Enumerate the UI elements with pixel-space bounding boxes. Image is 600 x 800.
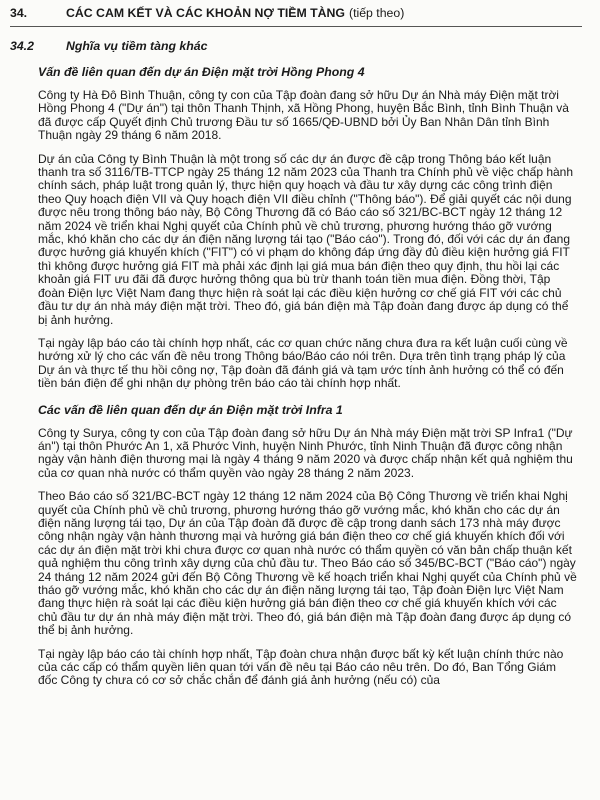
- section-continued-label: (tiếp theo): [348, 6, 405, 20]
- paragraph: Tại ngày lập báo cáo tài chính hợp nhất, các cơ quan chức năng chưa đưa ra kết luận cuối cùng về hướng xử lý cho các vấn đề nêu trong Thông báo/Báo cáo nói trên. Dựa trên tình trạng pháp lý của Dự án và thực tế thu hồi công nợ, Tập đoàn đã đánh giá và tạm ước tính ảnh hưởng có thể có đến tiền bán điện để ghi nhận dự phòng trên báo cáo tài chính hợp nhất.: [38, 335, 568, 391]
- section-header: [10, 6, 582, 27]
- topic-heading: Các vấn đề liên quan đến dự án Điện mặt trời Infra 1: [38, 402, 343, 417]
- paragraph: Công ty Hà Đô Bình Thuận, công ty con của Tập đoàn đang sở hữu Dự án Nhà máy Điện mặt trời Hồng Phong 4 ("Dự án") tại thôn Thanh Thịnh, xã Hồng Phong, huyện Bắc Bình, tỉnh Bình Thuận và đã được cấp Quyết định Chủ trương Đầu tư số 1665/QĐ-UBND bởi Ủy Ban Nhân Dân tỉnh Bình Thuận ngày 29 tháng 6 năm 2018.: [38, 88, 569, 143]
- topic-infra-1: [38, 403, 578, 688]
- paragraph: Theo Báo cáo số 321/BC-BCT ngày 12 tháng 12 năm 2024 của Bộ Công Thương về triển khai Nghị quyết của Chính phủ về chủ trương, phương hướng tháo gỡ vướng mắc, khó khăn cho các dự án điện năng lượng tái tạo, Dự án của Tập đoàn đã được đề cập trong danh sách 173 nhà máy được công nhận ngày vận hành thương mại và hưởng giá bán điện theo cơ chế giá khuyến khích đối với các dự án điện mặt trời khi chưa được cơ quan nhà nước có thẩm quyền có văn bản chấp thuận kết quả nghiệm thu công trình xây dựng của chủ đầu tư. Theo Báo cáo số 345/BC-BCT ("Báo cáo") ngày 24 tháng 12 năm 2024 gửi đến Bộ Công Thương về kế hoạch triển khai Nghị quyết của Chính phủ về tháo gỡ vướng mắc, khó khăn cho các dự án điện năng lượng tái tạo, Tập đoàn Điện lực Việt Nam đang thực hiện rà soát lại các điều kiện hưởng giá bán điện theo cơ chế giá khuyến khích với các chủ đầu tư dự án nhà máy điện mặt trời. Theo đó, giá bán điện mà Tập đoàn đang được áp dụng có thể bị ảnh hưởng.: [38, 489, 577, 638]
- paragraph: Công ty Surya, công ty con của Tập đoàn đang sở hữu Dự án Nhà máy Điện mặt trời SP Infra1 ("Dự án") tại thôn Phước An 1, xã Phước Vinh, huyện Ninh Phước, tỉnh Ninh Thuận đã được công nhận ngày vận hành điện thương mại là ngày 4 tháng 9 năm 2020 và được chấp nhận kết quả nghiệm thu của cơ quan nhà nước có thẩm quyền vào ngày 28 tháng 2 năm 2023.: [38, 425, 573, 480]
- topic-heading: Vấn đề liên quan đến dự án Điện mặt trời Hồng Phong 4: [38, 65, 365, 79]
- paragraph: Dự án của Công ty Bình Thuận là một trong số các dự án được đề cập trong Thông báo kết luận thanh tra số 3116/TB-TTCP ngày 25 tháng 12 năm 2023 của Thanh tra Chính phủ về việc chấp hành chính sách, pháp luật trong quản lý, thực hiện quy hoạch và đầu tư xây dựng các công trình điện theo Quy hoạch điện VII và Quy hoạch điện VII điều chỉnh ("Thông báo"). Để giải quyết các nội dung được nêu trong thông báo này, Bộ Công Thương đã có Báo cáo số 321/BC-BCT ngày 12 tháng 12 năm 2024 về triển khai Nghị quyết của Chính phủ về chủ trương, phương hướng tháo gỡ vướng mắc, khó khăn cho các dự án điện năng lượng tái tạo ("Báo cáo"). Trong đó, đối với các dự án đang được hưởng giá khuyến khích ("FIT") có vi phạm do không đáp ứng đầy đủ điều kiện hưởng giá FIT thì không được hưởng giá FIT mà phải xác định lại giá mua bán điện theo quy định, thu hồi lại các khoản giá FIT ưu đãi đã được hưởng thông qua bù trừ thanh toán tiền mua điện. Đồng thời, Tập đoàn Điện lực Việt Nam đang thực hiện rà soát lại các điều kiện hưởng cơ chế giá FIT với các chủ đầu tư dự án nhà máy điện mặt trời. Theo đó, giá bán điện mà Tập đoàn đang được áp dụng có thể bị ảnh hưởng.: [38, 151, 574, 327]
- paragraph: Tại ngày lập báo cáo tài chính hợp nhất, Tập đoàn chưa nhận được bất kỳ kết luận chính thức nào của các cấp có thẩm quyền liên quan tới vấn đề nêu tại Báo cáo nêu trên. Do đó, Ban Tổng Giám đốc Công ty chưa có cơ sở chắc chắn để đánh giá ảnh hưởng (nếu có) của: [38, 646, 564, 688]
- topic-hong-phong-4: [38, 65, 578, 391]
- subsection-header: [10, 39, 578, 53]
- section-title: CÁC CAM KẾT VÀ CÁC KHOẢN NỢ TIỀM TÀNG: [66, 6, 345, 20]
- subsection-title: Nghĩa vụ tiềm tàng khác: [66, 39, 208, 53]
- subsection-number: 34.2: [10, 39, 34, 53]
- section-number: 34.: [10, 6, 28, 20]
